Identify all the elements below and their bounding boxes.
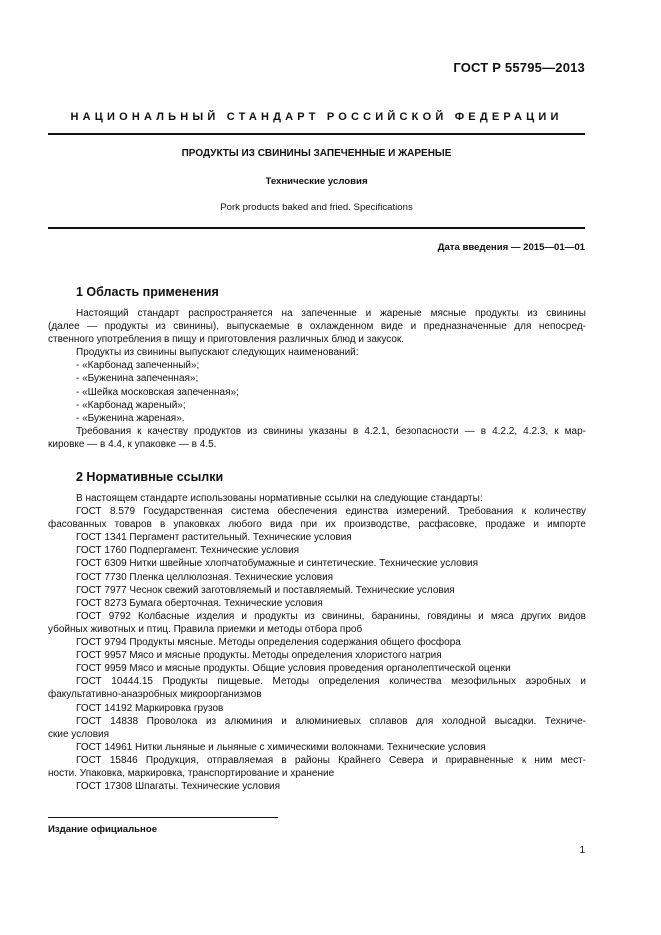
document-subtitle: Технические условия: [265, 176, 368, 187]
section-body-scope: [48, 307, 586, 451]
text-line: ГОСТ 10444.15 Продукты пищевые. Методы определения количества мезофильных аэробных и: [76, 676, 586, 688]
text-line: факультативно-анаэробных микроорганизмов: [48, 689, 262, 701]
text-line: ГОСТ 9957 Мясо и мясные продукты. Методы определения хлористого натрия: [76, 650, 442, 662]
text-line: - «Буженина жареная».: [76, 412, 185, 424]
text-line: ГОСТ 17308 Шпагаты. Технические условия: [76, 781, 281, 793]
text-line: Требования к качеству продуктов из свинины указаны в 4.2.1, безопасности — в 4.2.2, 4.2.3, к мар-: [76, 425, 586, 437]
text-line: фасованных товаров в упаковках любого вида при их производстве, расфасовке, продаже и импорте: [48, 519, 586, 531]
section-title-scope: 1 Область применения: [76, 285, 219, 299]
page-number: 1: [579, 845, 585, 856]
text-line: - «Шейка московская запеченная»;: [76, 386, 239, 398]
text-line: (далее — продукты из свинины), выпускаемые в охлажденном виде и предназначенные для непосред-: [48, 321, 586, 333]
text-line: Настоящий стандарт распространяется на запеченные и жареные мясные продукты из свинины: [76, 308, 586, 319]
footer-divider: [48, 817, 278, 818]
document-title: ПРОДУКТЫ ИЗ СВИНИНЫ ЗАПЕЧЕННЫЕ И ЖАРЕНЫЕ: [181, 148, 452, 159]
text-line: - «Карбонад запеченный»;: [76, 360, 200, 372]
bottom-divider: [48, 227, 585, 229]
text-line: ГОСТ 8.579 Государственная система обеспечения единства измерений. Требования к количеству: [76, 506, 586, 518]
text-line: кировке — в 4.4, к упаковке — в 4.5.: [48, 438, 217, 450]
national-standard-heading: НАЦИОНАЛЬНЫЙ СТАНДАРТ РОССИЙСКОЙ ФЕДЕРАЦИИ: [70, 111, 563, 123]
text-line: убойных животных и птиц. Правила приемки и методы отбора проб: [48, 623, 363, 635]
text-line: ские условия: [48, 728, 110, 740]
text-line: ГОСТ 9794 Продукты мясные. Методы определения содержания общего фосфора: [76, 637, 461, 649]
text-line: ГОСТ 14192 Маркировка грузов: [76, 702, 224, 714]
gost-code: ГОСТ Р 55795—2013: [453, 60, 585, 75]
text-line: Продукты из свинины выпускают следующих наименований:: [76, 347, 359, 359]
text-line: ГОСТ 14838 Проволока из алюминия и алюминиевых сплавов для холодной высадки. Техниче-: [76, 715, 586, 727]
top-divider: [48, 133, 585, 135]
text-line: ГОСТ 7977 Чеснок свежий заготовляемый и поставляемый. Технические условия: [76, 584, 455, 596]
intro-date: Дата введения — 2015—01—01: [437, 242, 585, 253]
section-body-references: [48, 492, 586, 793]
text-line: ственного употребления в пищу и приготовления различных блюд и закусок.: [48, 334, 405, 346]
text-line: - «Буженина запеченная»;: [76, 373, 199, 385]
text-line: ГОСТ 9959 Мясо и мясные продукты. Общие условия проведения органолептической оценки: [76, 663, 511, 675]
text-line: - «Карбонад жареный»;: [76, 399, 186, 411]
section-title-references: 2 Нормативные ссылки: [76, 470, 224, 484]
text-line: ГОСТ 7730 Пленка целлюлозная. Технические условия: [76, 571, 334, 583]
text-line: ГОСТ 1760 Подпергамент. Технические условия: [76, 545, 300, 557]
text-line: ГОСТ 8273 Бумага оберточная. Технические условия: [76, 597, 323, 609]
text-line: ГОСТ 6309 Нитки швейные хлопчатобумажные и синтетические. Технические условия: [76, 558, 479, 570]
edition-note: Издание официальное: [48, 824, 158, 835]
text-line: ГОСТ 1341 Пергамент растительный. Технические условия: [76, 532, 352, 544]
text-line: ГОСТ 9792 Колбасные изделия и продукты из свинины, баранины, говядины и мяса других видов: [76, 610, 586, 622]
document-title-english: Pork products baked and fried. Specifications: [220, 202, 413, 213]
text-line: ГОСТ 14961 Нитки льняные и льняные с химическими волокнами. Технические условия: [76, 741, 486, 753]
text-line: ности. Упаковка, маркировка, транспортирование и хранение: [48, 767, 335, 779]
text-line: В настоящем стандарте использованы нормативные ссылки на следующие стандарты:: [76, 493, 483, 504]
text-line: ГОСТ 15846 Продукция, отправляемая в районы Крайнего Севера и приравненные к ним мест-: [76, 754, 586, 766]
